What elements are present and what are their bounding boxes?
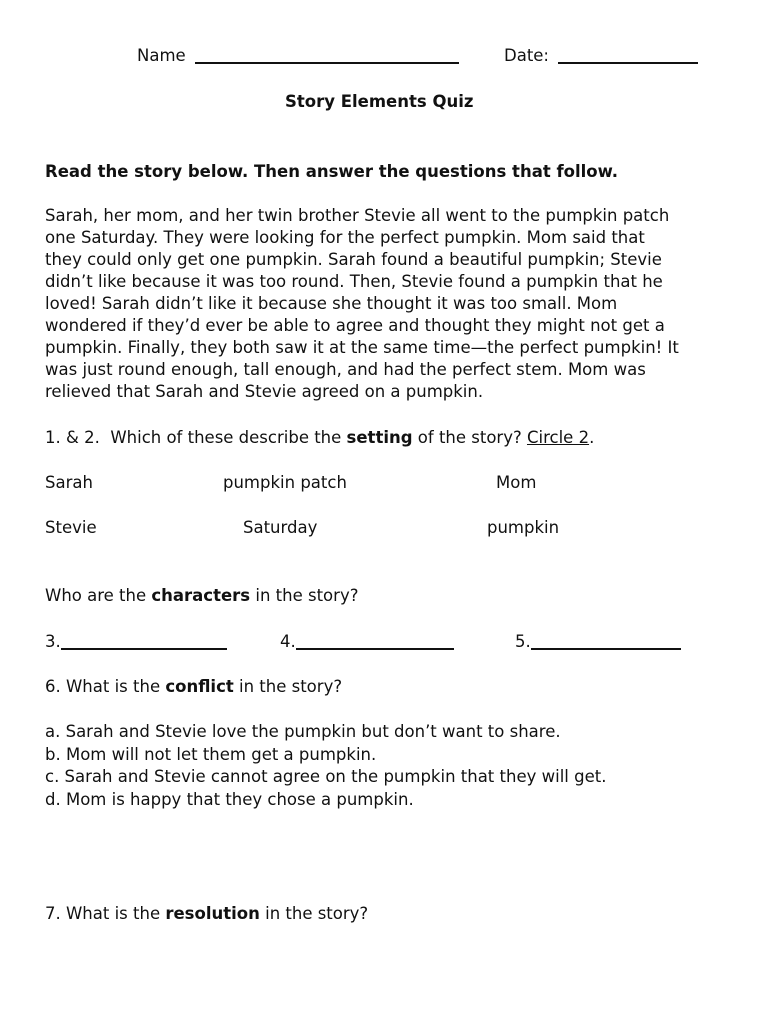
date-label: Date: xyxy=(504,46,549,65)
instructions: Read the story below. Then answer the questions that follow. xyxy=(45,162,619,181)
choice-c[interactable]: c. Sarah and Stevie cannot agree on the pumpkin that they will get. xyxy=(45,767,607,786)
story-passage xyxy=(45,205,730,403)
answer-blank-4[interactable]: 4. xyxy=(280,632,454,651)
question-characters: Who are the characters in the story? xyxy=(45,586,359,605)
choice-b[interactable]: b. Mom will not let them get a pumpkin. xyxy=(45,744,377,764)
answer-blank-5[interactable]: 5. xyxy=(515,632,681,651)
blank-line[interactable] xyxy=(296,648,454,650)
keyword-resolution: resolution xyxy=(165,904,260,923)
choice-a[interactable]: a. Sarah and Stevie love the pumpkin but don’t want to share. xyxy=(45,722,561,741)
quiz-title: Story Elements Quiz xyxy=(285,92,474,111)
option-sarah[interactable]: Sarah xyxy=(45,473,93,492)
story-line: was just round enough, tall enough, and had the perfect stem. Mom was xyxy=(45,360,646,379)
option-pumpkin-patch[interactable]: pumpkin patch xyxy=(223,473,347,492)
story-line: Sarah, her mom, and her twin brother Stevie all went to the pumpkin patch xyxy=(45,206,670,225)
blank-line[interactable] xyxy=(61,648,227,650)
story-line: pumpkin. Finally, they both saw it at the same time—the perfect pumpkin! It xyxy=(45,338,679,357)
story-line: one Saturday. They were looking for the perfect pumpkin. Mom said that xyxy=(45,228,645,247)
conflict-choices xyxy=(45,721,606,811)
date-field[interactable] xyxy=(504,46,698,65)
story-line: relieved that Sarah and Stevie agreed on a pumpkin. xyxy=(45,382,484,401)
keyword-setting: setting xyxy=(346,428,413,447)
keyword-conflict: conflict xyxy=(165,677,234,696)
option-mom[interactable]: Mom xyxy=(496,473,537,492)
choice-d[interactable]: d. Mom is happy that they chose a pumpkin. xyxy=(45,789,414,809)
story-line: they could only get one pumpkin. Sarah found a beautiful pumpkin; Stevie xyxy=(45,250,662,269)
blank-line[interactable] xyxy=(531,648,681,650)
name-field[interactable] xyxy=(137,46,459,65)
option-saturday[interactable]: Saturday xyxy=(243,518,318,537)
story-line: loved! Sarah didn’t like it because she thought it was too small. Mom xyxy=(45,294,618,313)
answer-blank-3[interactable]: 3. xyxy=(45,632,227,651)
name-label: Name xyxy=(137,46,186,65)
story-line: wondered if they’d ever be able to agree and thought they might not get a xyxy=(45,316,665,335)
name-blank[interactable] xyxy=(195,62,459,64)
option-stevie[interactable]: Stevie xyxy=(45,518,97,537)
question-setting: 1. & 2. Which of these describe the setting of the story? Circle 2. xyxy=(45,428,595,447)
question-resolution: 7. What is the resolution in the story? xyxy=(45,904,369,923)
story-line: didn’t like because it was too round. Then, Stevie found a pumpkin that he xyxy=(45,272,663,291)
keyword-characters: characters xyxy=(151,586,251,605)
question-conflict: 6. What is the conflict in the story? xyxy=(45,677,343,696)
option-pumpkin[interactable]: pumpkin xyxy=(487,518,560,537)
date-blank[interactable] xyxy=(558,62,698,64)
circle-instruction: Circle 2 xyxy=(526,428,590,447)
